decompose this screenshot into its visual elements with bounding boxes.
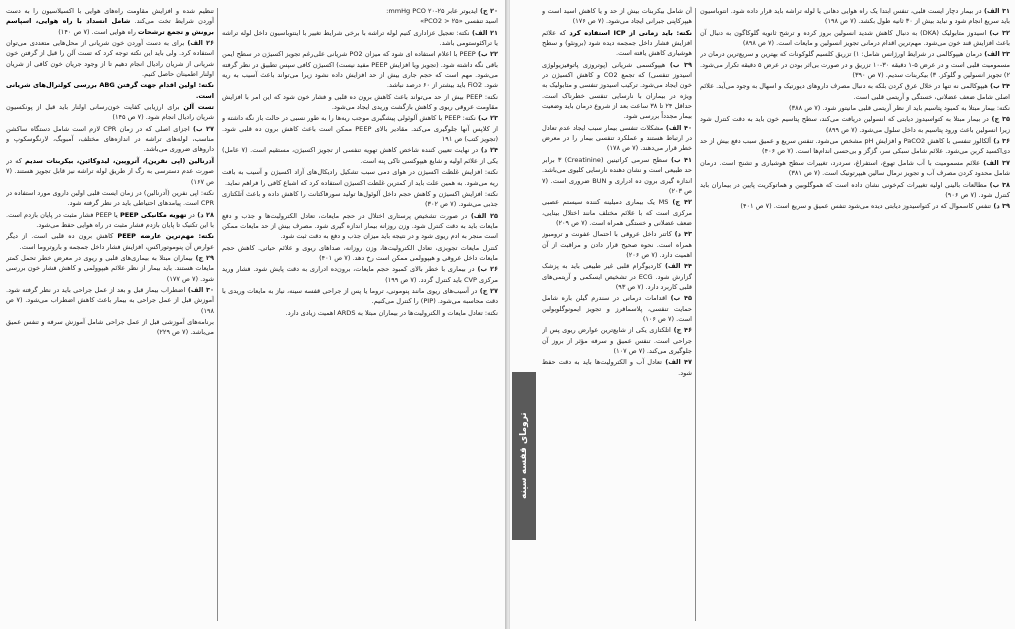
answer-text: هیپوکالمی نه تنها در خلال عرق کردن بلکه به دنبال مصرف داروهای دیورتیک و اسهال به وجود می‌آید. علائم اصلی شامل ضعف عضلانی، خستگی و آریتمی قلبی است. bbox=[700, 82, 1010, 101]
answer-paragraph bbox=[6, 38, 214, 79]
answer-paragraph bbox=[700, 136, 1010, 157]
chapter-side-tab: ترومای قفسه سینه bbox=[512, 372, 536, 540]
question-number: ۴۲ ج) bbox=[668, 198, 692, 207]
answer-paragraph bbox=[6, 6, 214, 37]
answer-text: اتلکتازی یکی از شایع‌ترین عوارض ریوی پس از جراحی است. تنفس عمیق و سرفه مؤثر از بروز آن جلوگیری می‌کند. (۷ ص ۱۰۷) bbox=[542, 326, 692, 355]
answer-text: نکته: تعادل مایعات و الکترولیت‌ها در بیماران مبتلا به ARDS اهمیت زیادی دارد. bbox=[285, 308, 498, 317]
answer-text: اسیدوز متابولیک (DKA) به دنبال کاهش شدید انسولین بروز کرده و ترشح ثانویه گلوکاگون به دنبال آن باعث افزایش قند خون می‌شود. مهم‌ترین اقدام درمانی تجویز انسولین و مایعات است. (۷ ص ۸۹۸) bbox=[700, 28, 1010, 48]
question-number: ۳۰ الف) bbox=[185, 285, 214, 294]
answer-text: نکته: اولین اقدام جهت گرفتن ABG بررسی کولترال‌های شریانی است. bbox=[6, 81, 214, 100]
answer-paragraph bbox=[6, 253, 214, 284]
answer-paragraph bbox=[6, 285, 214, 316]
left-page-right-column bbox=[222, 6, 498, 623]
question-number: ۳۱ الف) bbox=[981, 7, 1010, 15]
answer-text: مشکلات تنفسی بیمار سبب ایجاد عدم تعادل در ارتباط هستند و عملکرد تنفسی بیمار را در معرض خطر قرار می‌دهند. (۷ ص ۱۷۸) bbox=[542, 123, 692, 153]
answer-text: نکته: تعجیل عزاداری کنیم لوله تراشه با برخی شرایط تغییر با اینتوباسیون داخل لوله تراشه یا تراکئوستومی باشد. bbox=[222, 28, 498, 48]
column-divider bbox=[217, 8, 218, 621]
answer-paragraph bbox=[6, 210, 214, 231]
answer-paragraph bbox=[700, 158, 1010, 179]
question-number: ۳۹ ب) bbox=[665, 60, 692, 69]
answer-text: در تهویه مکانیکی PEEP یا PEEP فشار مثبت در پایان بازدم است. با این تکنیک تا پایان بازدم فشار مثبت در راه هوایی حفظ می‌شود. bbox=[6, 210, 214, 229]
answer-paragraph bbox=[542, 28, 692, 59]
answer-text: در بیماری با خطر بالای کمبود حجم مایعات، برون‌ده ادراری به دقت پایش شود. فشار ورید مرکزی CVP باید کنترل گردد. (۷ ص ۱۹۹) bbox=[222, 265, 498, 284]
answer-paragraph bbox=[542, 357, 692, 378]
answer-text: MS یک بیماری دمیلینه کننده سیستم عصبی مرکزی است که با علائم مختلف مانند اختلال بینایی، ضعف عضلانی و خستگی همراه است. (۷ ص ۲۰۹) bbox=[542, 198, 692, 227]
answer-text: در بیمار دچار ایست قلبی، تنفس ابتدا یک راه هوایی دهانی یا لوله تراشه باید قرار داده شود. انتوباسیون باید سریع انجام شود و نباید بیش از ۳۰ ثانیه طول بکشد. (۷ ص ۱۹۸) bbox=[700, 7, 1010, 26]
question-number: ۴۵ ب) bbox=[666, 294, 692, 303]
question-number: ۲۴ د) bbox=[478, 146, 498, 155]
answer-paragraph bbox=[542, 197, 692, 228]
answer-text: تنفس کاسموال که در کتواسیدوز دیابتی دیده می‌شود تنفس عمیق و سریع است. (۷ ص ۴۰۱) bbox=[740, 202, 992, 211]
answer-text: نکته: PEEP بیش از حد می‌تواند باعث کاهش برون ده قلبی و فشار خون شود که این امر با افزایش مقاومت عروقی ریوی و کاهش بازگشت وریدی ایجاد می‌شود. bbox=[222, 92, 498, 112]
answer-paragraph bbox=[222, 28, 498, 49]
answer-paragraph bbox=[222, 211, 498, 242]
answer-paragraph bbox=[700, 81, 1010, 102]
question-number: ۲۰ ج) bbox=[477, 7, 498, 15]
answer-paragraph bbox=[542, 229, 692, 260]
answer-paragraph bbox=[222, 145, 498, 166]
column-divider bbox=[695, 8, 696, 621]
answer-text: اقدامات درمانی در سندرم گیلن باره شامل حمایت تنفسی، پلاسمافرز و تجویز ایمونوگلوبولین است. (۷ ص ۱۰۶) bbox=[542, 294, 692, 323]
answer-paragraph bbox=[6, 124, 214, 155]
answer-text: نکته: بیمار مبتلا به کمبود پتاسیم باید از نظر آریتمی قلبی مانیتور شود. (۷ ص ۳۸۸) bbox=[789, 104, 1010, 113]
answer-paragraph bbox=[222, 49, 498, 90]
answer-paragraph bbox=[6, 188, 214, 209]
answer-text: نکته: باید زمانی از ICP استفاده کرد که علائم افزایش فشار داخل جمجمه دیده شود (برونئو) و سطح هوشیاری کاهش یافته است. bbox=[542, 28, 692, 58]
question-number: ۲۷ ج) bbox=[477, 286, 498, 295]
answer-text: در نهایت تعیین کننده شاخص کاهش تهویه تنفسی از تجویز اکسیژن، مستقیم است. (۷ عامل) یکی از علائم اولیه و شایع هیپوکسی تاکی پنه است. bbox=[222, 146, 498, 165]
answer-paragraph bbox=[700, 201, 1010, 211]
question-number: ۲۶ ب) bbox=[474, 265, 498, 274]
question-number: ۲۲ ب) bbox=[475, 50, 498, 59]
answer-text: سطح سرمی کراتینین (Creatinine) ۳ برابر حد طبیعی است و نشان دهنده نارسایی کلیوی می‌باشد. اندازه گیری برون ده ادراری و BUN ضروری است. (۷ ص ۲۰۳) bbox=[542, 155, 692, 195]
answer-paragraph bbox=[700, 28, 1010, 49]
answer-text: اجزای اصلی که در زمان CPR لازم است شامل دستگاه ساکشن مناسب، لوله‌های تراشه در اندازه‌های مختلف، آمبوبگ، لارنگوسکوپ و داروهای ضروری می‌باشد. bbox=[6, 124, 214, 154]
answer-paragraph bbox=[700, 114, 1010, 135]
answer-paragraph bbox=[542, 123, 692, 154]
answer-paragraph bbox=[6, 317, 214, 338]
answer-paragraph bbox=[700, 180, 1010, 201]
answer-paragraph bbox=[222, 264, 498, 285]
question-number: ۲۹ ج) bbox=[192, 253, 214, 262]
question-number: ۴۷ الف) bbox=[661, 358, 692, 367]
answer-text: کاردیوگرام قلبی غیر طبیعی باید به پزشک گزارش شود. ECG در تشخیص ایسکمی و آریتمی‌های قلبی کاربرد دارد. (۷ ص ۹۳) bbox=[542, 262, 692, 291]
answer-text: در بیمار مبتلا به کتواسیدوز دیابتی که انسولین دریافت می‌کند، سطح پتاسیم خون باید به دقت کنترل شود زیرا انسولین باعث ورود پتاسیم به داخل سلول می‌شود. (۷ ص ۸۹۹) bbox=[700, 115, 1010, 134]
answer-text: درمان هیپوکالمی در شرایط اورژانس شامل: ۱) تزریق کلسیم گلوکونات که بهترین و سریع‌ترین درمان در مسمومیت قلبی است و در عرض ۵-۱ دقیقه ۳۰-۱۰ تزریق و در صورت بی‌اثر بودن در عرض ۵ دقیقه تکرار می‌شود. ۲) تجویز انسولین و گلوکز. ۳) بیکربنات سدیم. (۷ ص ۳۹۰) bbox=[700, 50, 1010, 80]
answer-text: نکته: افزایش اکسیژن و کاهش حجم داخل آلوئول‌ها تولید سورفاکتانت را کاهش داده و باعث آتلکتازی جذبی می‌شود. (۷ ص ۳۰۲) bbox=[222, 189, 498, 209]
question-number: ۳۵ ج) bbox=[988, 115, 1010, 124]
answer-text: نکته: PEEP با کاهش آلوئولی پیشگیری موجب ریه‌ها را به طور نسبی در حالت باز نگه داشته و از کلاپس آنها جلوگیری می‌کند. مقادیر بالای PEEP ممکن است باعث کاهش برون ده قلبی شود. (تجویز کتب) ص ۱۹۱ bbox=[222, 114, 498, 144]
answer-text: برنامه‌های آموزشی قبل از عمل جراحی شامل آموزش سرفه و تنفس عمیق می‌باشد. (۷ ص ۲۲۹) bbox=[6, 317, 214, 337]
question-number: ۲۶ الف) bbox=[184, 39, 214, 48]
answer-paragraph bbox=[542, 325, 692, 356]
answer-paragraph bbox=[222, 113, 498, 144]
question-number: ۳۹ د) bbox=[991, 202, 1010, 211]
answer-text: تنظیم شده و افزایش مقاومت راه‌های هوایی با اکسیلاسیون را به دست آوردن شرایط تخت می‌کند. شامل انسداد با راه هوایی، اسپاسم برونش و تجمع ترشحات راه هوایی است. (۷ ص ۱۴۰) bbox=[6, 7, 214, 36]
question-number: ۳۸ ب) bbox=[986, 180, 1010, 189]
left-page bbox=[0, 0, 507, 629]
answer-paragraph bbox=[6, 156, 214, 187]
answer-paragraph bbox=[6, 80, 214, 101]
question-number: ۲۵ الف) bbox=[467, 211, 498, 220]
answer-text: نکته: اپی نفرین (آدرنالین) در زمان ایست قلبی اولین داروی مورد استفاده در CPR است. پیامدهای احتیاطی باید در نظر گرفته شود. bbox=[6, 188, 214, 208]
answer-text: تعادل آب و الکترولیت‌ها باید به دقت حفظ شود. bbox=[542, 358, 692, 377]
right-page-right-column bbox=[700, 6, 1010, 623]
answer-paragraph bbox=[222, 286, 498, 307]
question-number: ۳۲ ب) bbox=[986, 28, 1010, 37]
answer-paragraph bbox=[542, 60, 692, 122]
answer-text: در صورت تشخیص پرستاری اختلال در حجم مایعات، تعادل الکترولیت‌ها و جذب و دفع مایعات باید به دقت کنترل شود. وزن روزانه بیمار اندازه گیری شود. مصرف بیش از حد مایعات ممکن است منجر به ادم ریوی شود و در نتیجه باید میزان جذب و دفع به دقت ثبت شود. bbox=[222, 211, 498, 241]
answer-text: در آسیب‌های ریوی مانند پنومونی، تروما یا پس از جراحی قفسه سینه، نیاز به مایعات وریدی با دقت محاسبه می‌شود. (PIP) را کنترل می‌کنیم. bbox=[222, 286, 498, 306]
question-number: ۲۱ الف) bbox=[469, 28, 498, 37]
answer-paragraph bbox=[700, 6, 1010, 27]
answer-text: ایدیوتر عابر ۲۵-۲۰ mmHg PCO: اسید تنفسی «۲۵ < PCO2» bbox=[386, 7, 498, 26]
answer-paragraph bbox=[222, 243, 498, 264]
right-page-left-column bbox=[542, 6, 692, 623]
answer-paragraph bbox=[542, 6, 692, 27]
question-number: ۴۳ د) bbox=[671, 230, 692, 239]
answer-text: علائم مسمومیت با آب شامل تهوع، استفراغ، سردرد، تغییرات سطح هوشیاری و تشنج است. درمان شامل محدود کردن مصرف آب و تجویز نرمال سالین هیپرتونیک است. (۷ ص ۳۸۱) bbox=[700, 158, 1010, 178]
question-number: ۲۷ ب) bbox=[189, 124, 214, 133]
question-number: ۳۴ ب) bbox=[987, 82, 1010, 91]
question-number: ۲۳ ب) bbox=[475, 114, 498, 123]
answer-paragraph bbox=[222, 308, 498, 318]
answer-paragraph bbox=[542, 261, 692, 292]
question-number: ۳۷ الف) bbox=[980, 158, 1010, 167]
answer-paragraph bbox=[6, 231, 214, 252]
answer-text: بیماران مبتلا به بیماری‌های قلبی و ریوی در معرض خطر تحمل کمتر مایعات هستند. باید بیمار از نظر علائم هیپوولمی و کاهش فشار خون بررسی شود. (۷ ص ۱۷۷) bbox=[6, 253, 214, 283]
answer-paragraph bbox=[700, 103, 1010, 113]
question-number: ۴۶ ج) bbox=[670, 326, 692, 335]
answer-text: برای به دست آوردن خون شریانی از محل‌هایی متعددی می‌توان استفاده کرد. ولی باید این نکته توجه کرد که تست آلن را قبل از گرفتن خون شریانی از شریان رادیال انجام دهیم تا از وجود جریان خون کافی از شریان اولنار اطمینان حاصل کنیم. bbox=[6, 39, 214, 79]
answer-paragraph bbox=[542, 155, 692, 196]
answer-text: PEEP با اعلام استفاده ای شود که میزان PO2 شریانی علی‌رغم تجویز اکسیژن در سطح ایمن باقی نگه داشته شود. (تجویز ویا افزایش PEEP مفید نیست) اکسیژن کافی سپس تطبیق در نظر گرفته می‌شود. مهم است که حجم جاری بیش از حد افزایش داده نشود زیرا می‌تواند باعث آسیب به ریه شود. FiO2 باید بیشتر از ۶۰ درصد نباشد. bbox=[222, 50, 498, 90]
answer-paragraph bbox=[222, 92, 498, 113]
answer-text: تست آلن برای ارزیابی کفایت خون‌رسانی اولنار باید قبل از پونکسیون شریان رادیال انجام شود. (۷ ص ۱۴۵) bbox=[6, 103, 214, 122]
answer-paragraph bbox=[542, 293, 692, 324]
question-number: ۴۴ الف) bbox=[661, 262, 692, 271]
answer-paragraph bbox=[6, 102, 214, 123]
answer-text: مطالعات بالینی اولیه تغییرات کم‌خونی نشان داده است که هموگلوبین و هماتوکریت پایین در بیماران باید کنترل شود. (۷ ص ۹۰۶) bbox=[700, 180, 1010, 199]
answer-paragraph bbox=[222, 167, 498, 188]
answer-text: نکته: مهم‌ترین عارضه PEEP کاهش برون ده قلبی است. از دیگر عوارض آن پنوموتوراکس، افزایش فشار داخل جمجمه و باروتروما است. bbox=[6, 232, 214, 251]
question-number: ۴۰ الف) bbox=[663, 123, 692, 132]
question-number: ۳۶ د) bbox=[990, 137, 1010, 146]
answer-text: اضطراب بیمار قبل و بعد از عمل جراحی باید در نظر گرفته شود. آموزش قبل از عمل جراحی به بیمار باعث کاهش اضطراب می‌شود. (۷ ص ۱۹۸) bbox=[6, 285, 214, 315]
question-number: ۲۸ د) bbox=[194, 210, 214, 219]
answer-text: هیپوکسمی شریانی (پوتروزی پاتوفیزیولوژی اسیدوز تنفسی) که تجمع CO2 و کاهش اکسیژن در خون ایجاد می‌شود. ترکیب اسیدوز تنفسی و متابولیک به ویژه در بیماران با نارسایی تنفسی خطرناک است. حداقل ۲۴ تا ۳۸ ساعت بعد از شروع درمان باید وضعیت بیمار مجدداً بررسی شود. bbox=[542, 60, 692, 121]
answer-text: آدرنالین (اپی نفرین)، آتروپین، لیدوکائین، بیکربنات سدیم که در صورت عدم دسترسی به رگ از طریق لوله تراشه نیز قابل تجویز هستند. (۷ ص ۱۶۷) bbox=[6, 156, 214, 186]
question-number: ۳۳ الف) bbox=[981, 50, 1010, 59]
answer-paragraph bbox=[700, 49, 1010, 80]
answer-text: کاتتر داخل عروقی با احتمال عفونت و ترومبوز همراه است. نحوه صحیح قرار دادن و مراقبت از آن اهمیت دارد. (۷ ص ۲۰۶) bbox=[542, 230, 692, 259]
answer-paragraph bbox=[222, 189, 498, 210]
answer-paragraph bbox=[222, 6, 498, 27]
left-page-left-column bbox=[6, 6, 214, 623]
answer-text: کنترل مایعات تجویزی، تعادل الکترولیت‌ها، وزن روزانه، صداهای ریوی و علائم حیاتی. کاهش حجم مایعات داخل عروقی و هیپوولمی ممکن است رخ دهد. (۷ ص ۴۰۱) bbox=[222, 243, 498, 262]
answer-text: آن شامل بیکربنات بیش از حد و یا کاهش اسید است و هیپرکاپنی جبرانی ایجاد می‌شود. (۷ ص ۱۷۶) bbox=[542, 7, 692, 26]
answer-text: آلکالوز تنفسی با کاهش PaCO2 و افزایش pH مشخص می‌شود. تنفس سریع و عمیق سبب دفع بیش از حد دی‌اکسید کربن می‌شود. علائم شامل سبکی سر، گزگز و بی‌حسی اندام‌ها است. (۷ ص ۴۰۶) bbox=[700, 137, 1010, 156]
answer-text: نکته: افزایش غلظت اکسیژن در هوای دمی سبب تشکیل رادیکال‌های آزاد اکسیژن و آسیب به بافت ریه می‌شود. به همین علت باید از کمترین غلظت اکسیژن استفاده کرد که اشباع کافی را فراهم نماید. bbox=[222, 168, 498, 187]
question-number: ۴۱ ب) bbox=[667, 155, 692, 164]
